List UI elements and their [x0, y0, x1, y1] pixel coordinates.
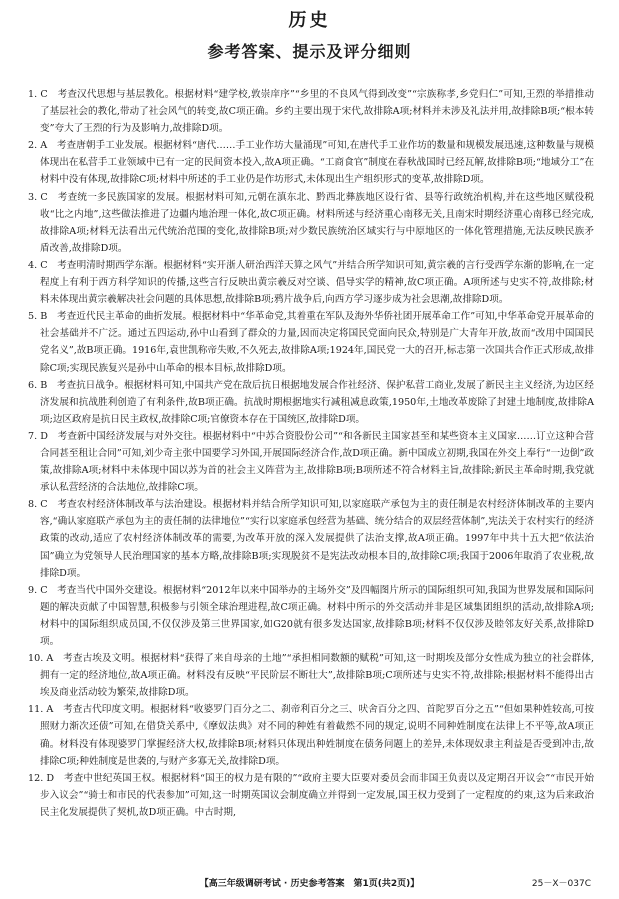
answer-8: 8. C 考查农村经济体制改革与法治建设。根据材料并结合所学知识可知,以家庭联产承包为主的责任制是农村经济体制改革的主要内容,“确认家庭联产承包为主的责任制的法律地位”“实行以家庭承包经营为基础、统分结合的双层经营体制”,宪法关于农村实行的经济政策的改动,适应了农村经济体制改革的需要,为改革开放的深入发展提供了法治支撑,故A项正确。1997年中共十五大把“依法治国”确立为党领导人民治理国家的基本方略,故排除B项;实现脱贫不是宪法改动根本目的,故排除C项;我国于2006年取消了农业税,故排除D项。: [28, 499, 594, 579]
answer-2: 2. A 考查唐朝手工业发展。根据材料“唐代……手工业作坊大量涌现”可知,在唐代手工业作坊的数量和规模发展迅速,这种数量与规模体现出在私营手工业领域中已有一定的民间资本投入,故A项正确。“工商食官”制度在春秋战国时已经瓦解,故排除B项;“地域分工”在材料中没有体现,故排除C项;材料中所述的手工业仍是作坊形式,未体现出生产组织形式的变革,故排除D项。: [28, 140, 594, 186]
footer-code: 25－X－037C: [531, 879, 591, 889]
answer-7: 7. D 考查新中国经济发展与对外交往。根据材料中“中苏合资股份公司”“和各新民主国家甚至和某些资本主义国家……订立这种合营合同甚至租让合同”可知,刘少奇主张中国要学习外国,开展国际经济合作,故D项正确。新中国成立初期,我国在外交上奉行“一边倒”政策,故排除A项;材料中未体现中国以苏为首的社会主义阵营为主,故排除B项;B项所述不符合材料主旨,故排除;新民主革命时期,我党就承认私营经济的合法地位,故排除C项。: [28, 430, 595, 494]
answer-9: 9. C 考查当代中国外交建设。根据材料“2012年以来中国举办的主场外交”及四幅图片所示的国际组织可知,我国为世界发展和国际问题的解决贡献了中国智慧,积极参与引领全球治理进程,故C项正确。材料中所示的外交活动并非是区域集团组织的活动,故排除A项;材料中的国际组织成员国,不仅仅涉及第三世界国家,如G20就有很多发达国家,故排除B项;材料不仅仅涉及睦邻友好关系,故排除D项。: [28, 584, 594, 647]
answer-1: 1. C 考查汉代思想与基层教化。根据材料“建学校,敦崇庠序”“乡里的不良风气得到改变”“宗族称孝,乡党归仁”可知,王烈的举措推动了基层社会的教化,带动了社会风气的转变,故C项正确。乡约主要出现于宋代,故排除A项;材料并未涉及礼法并用,故排除B项;“根本转变”夸大了王烈的行为及影响力,故排除D项。: [28, 89, 594, 135]
document-title: 历史: [288, 10, 331, 31]
answer-10: 10. A 考查古埃及文明。根据材料“获得了来自母亲的土地”“承担相同数额的赋税”可知,这一时期埃及部分女性成为独立的社会群体,拥有一定的经济地位,故A项正确。材料没有反映“平民阶层不断壮大”,故排除B项;C项所述与史实不符,故排除;根据材料不能得出古埃及商业活动较为繁荣,故排除D项。: [28, 653, 594, 699]
footer-page-info: 【高三年级调研考试 · 历史参考答案 第1页(共2页)】: [199, 879, 420, 889]
answer-5: 5. B 考查近代民主革命的曲折发展。根据材料中“华革命党,其着重在军队及海外华侨社团开展革命工作”可知,中华革命党开展革命的社会基础并不广泛。通过五四运动,孙中山看到了群众的力量,因而决定将国民党面向民众,特别是广大青年开放,故而“改用中国国民党名义”,故B项正确。1916年,袁世凯称帝失败,不久死去,故排除A项;1924年,国民党一大的召开,标志第一次国共合作正式形成,故排除C项;实现民族复兴是孙中山革命的根本目标,故排除D项。: [28, 311, 594, 374]
answer-4: 4. C 考查明清时期西学东渐。根据材料“实开浙人研治西洋天算之风气”并结合所学知识可知,黄宗羲的言行受西学东渐的影响,在一定程度上有利于西方科学知识的传播,这些言行反映出黄宗羲反对空谈、倡导实学的精神,故C项正确。A项所述与史实不符,故排除;材料未体现出黄宗羲解决社会问题的具体思想,故排除B项;鸦片战争后,向西方学习逐步成为社会思潮,故排除D项。: [28, 259, 594, 306]
answer-6: 6. B 考查抗日战争。根据材料可知,中国共产党在敌后抗日根据地发展合作社经济、保护私营工商业,发展了新民主主义经济,为边区经济发展和抗战胜利创造了有利条件,故B项正确。抗战时期根据地实行减租减息政策,1950年,土地改革废除了封建土地制度,故排除A项;边区政府是抗日民主政权,故排除C项;官僚资本存在于国统区,故排除D项。: [28, 379, 594, 425]
answer-list: [28, 86, 594, 821]
answer-3: 3. C 考查统一多民族国家的发展。根据材料可知,元朝在滇东北、黔西北彝族地区设行省、县等行政统治机构,并在这些地区赋役税收“比之内地”,这些做法推进了边疆内地治理一体化,故C项正确。材料所述与经济重心南移无关,且南宋时期经济重心南移已经完成,故排除A项;材料无法看出元代统治范围的变化,故排除B项;对少数民族统治区域实行与中原地区的一体化管理措施,无法反映民族矛盾改善,故排除D项。: [28, 191, 594, 254]
answer-11: 11. A 考查古代印度文明。根据材料“收婆罗门百分之二、刹帝利百分之三、吠舍百分之四、首陀罗百分之五”“但如果种姓较高,可按照财力渐次还债”可知,在借贷关系中,《摩奴法典》对不同的种姓有着截然不同的规定,说明不同种姓制度在法律上不平等,故A项正确。材料没有体现婆罗门掌握经济大权,故排除B项;材料只体现出种姓制度在债务问题上的差异,未体现奴隶主利益是否受到冲击,故排除C项;种姓制度是世袭的,与财产多寡无关,故排除D项。: [28, 704, 594, 767]
page-footer: [0, 876, 619, 892]
answer-12: 12. D 考查中世纪英国王权。根据材料“国王的权力是有限的”“政府主要大臣要对委员会而非国王负责以及定期召开议会”“市民开始步入议会”“骑士和市民的代表参加”可知,这一时期英国议会制度确立并得到一定发展,国王权力受到了一定程度的约束,这为后来政治民主化发展提供了契机,故D项正确。中古时期,: [28, 772, 594, 818]
document-subtitle: 参考答案、提示及评分细则: [207, 42, 412, 61]
